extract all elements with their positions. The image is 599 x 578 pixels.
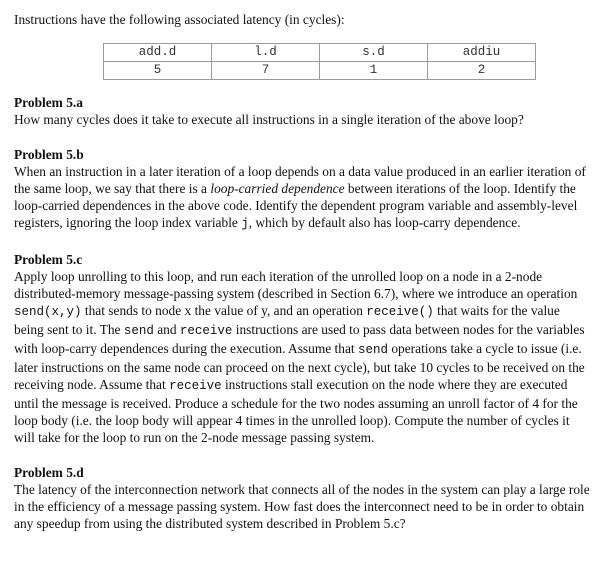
latency-header-row: [104, 44, 536, 62]
problem-title: Problem 5.c: [14, 252, 83, 267]
text-segment: between iterations of the loop. Identify the loop-carried dependences in the above code. Identify the dependent program variable and assembly-level registers, ignoring the loop index variable: [14, 181, 578, 230]
problem-5c: [14, 251, 592, 446]
emphasized-term: loop-carried dependence: [210, 181, 345, 196]
latency-value-cell: 2: [428, 62, 536, 80]
text-segment: instructions stall execution on the node where they are executed until the message is received. Produce a schedule for the two nodes assuming an unroll factor of 4 for the loop body (i.e. the loop body will appear 4 times in the unrolled loop). Compute the number of cycles it will take for the loop to run on the 2-node message passing system.: [14, 377, 578, 445]
latency-value-cell: 5: [104, 62, 212, 80]
problem-5b: [14, 146, 592, 233]
problem-text: The latency of the interconnection network that connects all of the nodes in the system can play a large role in the efficiency of a message passing system. How fast does the interconnect need to be in order to obtain any speedup from using the distributed system described in Problem 5.c?: [14, 482, 590, 531]
text-segment: instructions are used to pass data between nodes for the variables with loop-carry dependences during the execution. Assume that: [14, 322, 585, 356]
latency-header-cell: add.d: [104, 44, 212, 62]
latency-header-cell: s.d: [320, 44, 428, 62]
problem-title: Problem 5.a: [14, 95, 83, 110]
code-receive-operation: receive(): [366, 305, 434, 319]
text-segment: and: [153, 322, 180, 337]
code-send: send: [357, 343, 388, 357]
code-receive: receive: [169, 379, 222, 393]
latency-header-cell: addiu: [428, 44, 536, 62]
text-segment: that waits for the value being sent to it. The: [14, 303, 560, 337]
latency-table: [103, 43, 536, 80]
problem-5d: [14, 464, 592, 532]
text-segment: that sends to node x the value of y, and an operation: [81, 303, 367, 318]
code-send-operation: send(x,y): [14, 305, 82, 319]
latency-header-cell: l.d: [212, 44, 320, 62]
text-segment: Apply loop unrolling to this loop, and run each iteration of the unrolled loop on a node in a 2-node distributed-memory message-passing system (described in Section 6.7), where we introduce an operation: [14, 269, 578, 301]
text-segment: When an instruction in a later iteration of a loop depends on a data value produced in an earlier iteration of the same loop, we say that there is a: [14, 164, 586, 196]
document-page: [14, 11, 592, 532]
text-segment: operations take a cycle to issue (i.e. later instructions on the same node can proceed on the next cycle), but take 10 cycles to be received on the receiving node. Assume that: [14, 341, 585, 392]
latency-value-cell: 1: [320, 62, 428, 80]
problem-title: Problem 5.b: [14, 147, 84, 162]
problem-text: How many cycles does it take to execute all instructions in a single iteration of the above loop?: [14, 112, 524, 127]
problem-5a: [14, 94, 592, 128]
code-receive: receive: [179, 324, 233, 338]
latency-value-row: [104, 62, 536, 80]
problem-text: [14, 268, 592, 446]
problem-text: [14, 163, 592, 233]
problem-title: Problem 5.d: [14, 465, 84, 480]
code-send: send: [123, 324, 154, 338]
text-segment: , which by default also has loop-carry dependence.: [248, 215, 521, 230]
code-variable: j: [241, 217, 249, 231]
latency-value-cell: 7: [212, 62, 320, 80]
intro-text: Instructions have the following associated latency (in cycles):: [14, 12, 345, 27]
